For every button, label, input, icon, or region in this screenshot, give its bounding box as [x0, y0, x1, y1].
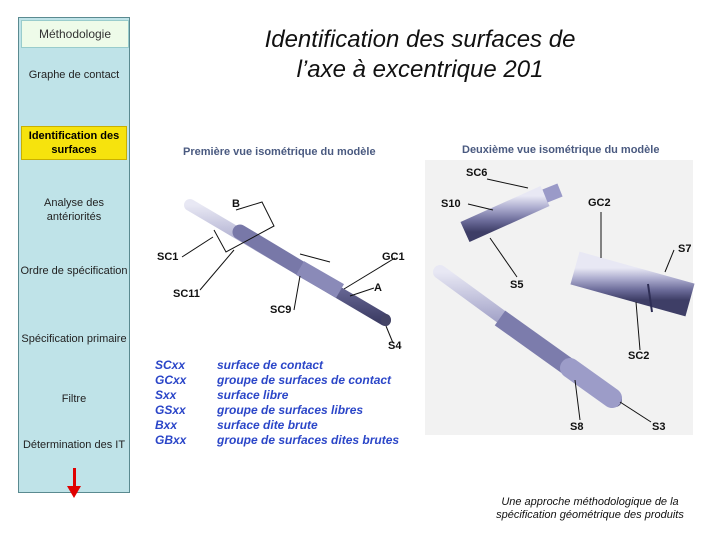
- legend-code: GBxx: [155, 433, 187, 447]
- step-graphe-contact[interactable]: Graphe de contact: [28, 69, 120, 81]
- footer-line-1: Une approche méthodologique de la: [501, 496, 679, 508]
- legend-code: GCxx: [155, 373, 187, 387]
- legend-def: groupe de surfaces de contact: [217, 373, 392, 387]
- step-identification-surfaces[interactable]: Identification des surfaces: [21, 126, 127, 160]
- label-gc2: GC2: [588, 197, 611, 209]
- legend-def: surface dite brute: [217, 418, 318, 432]
- label-s4: S4: [388, 340, 402, 352]
- legend-def: groupe de surfaces libres: [217, 403, 364, 417]
- label-s5: S5: [510, 279, 524, 291]
- label-b: B: [232, 198, 240, 210]
- legend-code: Sxx: [155, 388, 177, 402]
- label-sc2: SC2: [628, 350, 650, 362]
- label-s7: S7: [678, 243, 692, 255]
- legend-code: Bxx: [155, 418, 178, 432]
- label-a: A: [374, 282, 382, 294]
- label-sc1: SC1: [157, 251, 179, 263]
- title-line-1: Identification des surfaces de: [264, 26, 576, 53]
- legend-def: surface libre: [217, 388, 289, 402]
- view2-label: Deuxième vue isométrique du modèle: [462, 144, 660, 156]
- label-gc1: GC1: [382, 251, 405, 263]
- legend-def: surface de contact: [217, 358, 324, 372]
- label-s10: S10: [441, 198, 461, 210]
- step-ordre-specification[interactable]: Ordre de spécification: [20, 265, 128, 277]
- view1-label: Première vue isométrique du modèle: [183, 146, 376, 158]
- legend-code: SCxx: [155, 358, 186, 372]
- label-sc11: SC11: [173, 288, 200, 300]
- label-sc6: SC6: [466, 167, 488, 179]
- step-specification-primaire[interactable]: Spécification primaire: [21, 333, 127, 345]
- label-sc9: SC9: [270, 304, 292, 316]
- footer-line-2: spécification géométrique des produits: [496, 509, 684, 521]
- sidebar-header: Méthodologie: [21, 20, 129, 48]
- label-s3: S3: [652, 421, 666, 433]
- step-determination-it[interactable]: Détermination des IT: [22, 439, 126, 451]
- step-filtre[interactable]: Filtre: [61, 393, 87, 405]
- step-analyse-anteriorites[interactable]: Analyse des antériorités: [44, 197, 104, 223]
- title-line-2: l’axe à excentrique 201: [296, 56, 544, 83]
- legend-code: GSxx: [155, 403, 186, 417]
- footer-note: [470, 496, 710, 522]
- label-s8: S8: [570, 421, 584, 433]
- legend-def: groupe de surfaces dites brutes: [217, 433, 400, 447]
